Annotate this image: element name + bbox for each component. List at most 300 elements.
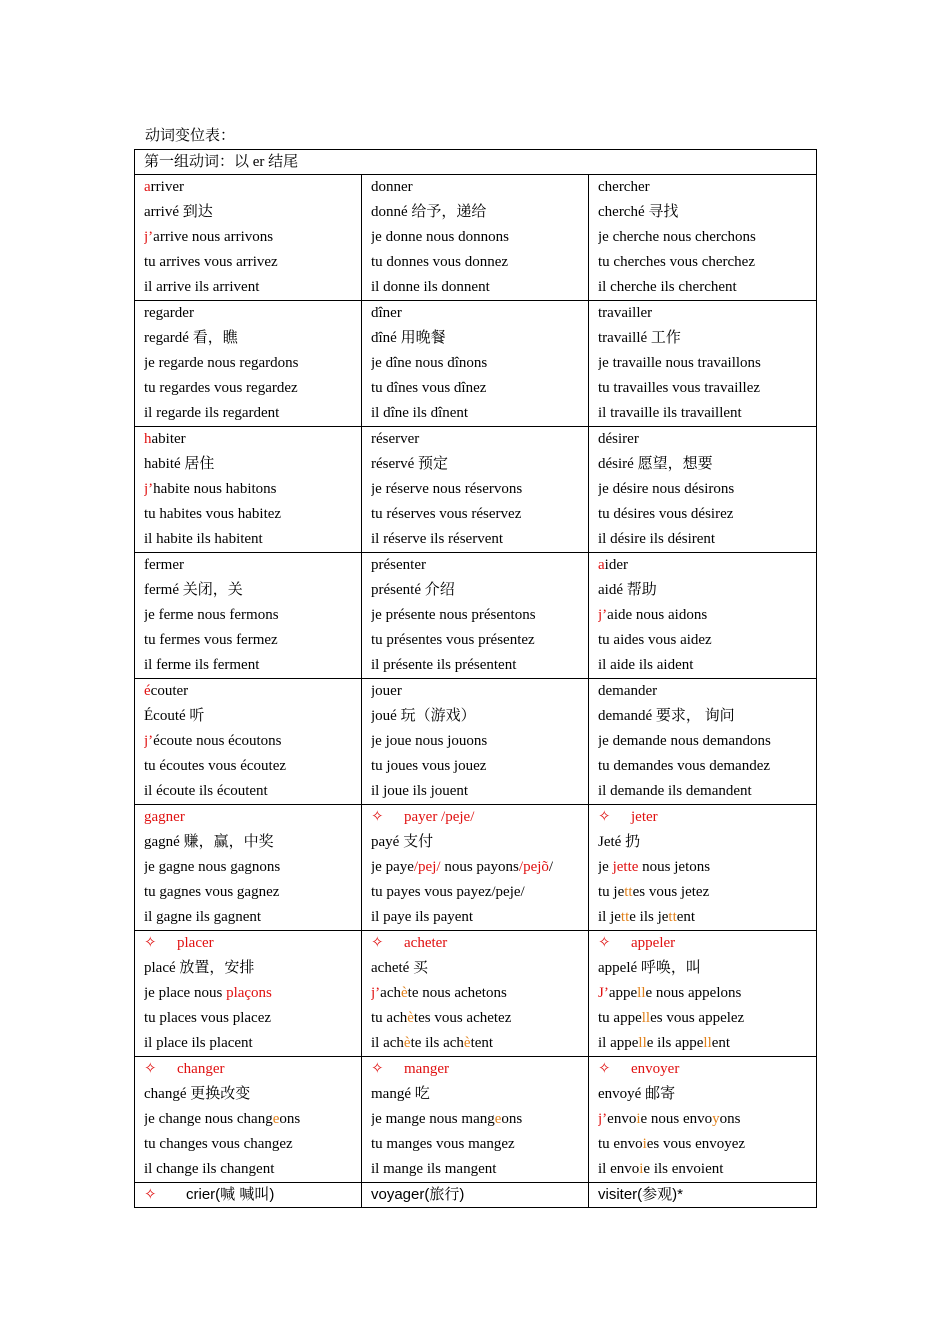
text-segment: chercher (598, 179, 650, 195)
verb-cell (589, 679, 817, 805)
star-icon: ✧ (144, 1187, 157, 1203)
star-icon: ✧ (144, 1061, 157, 1077)
conjugation-line (371, 527, 588, 552)
text-segment: il joue ils jouent (371, 783, 469, 799)
text-segment: je regarde nous regardons (144, 355, 299, 371)
text-segment: fermé 关闭，关 (144, 582, 243, 598)
verb-infinitive (144, 553, 361, 578)
conjugation-line (371, 1157, 588, 1182)
verb-row (135, 553, 817, 679)
text-segment: ons (719, 1111, 741, 1127)
conjugation-line (144, 1132, 361, 1157)
conjugation-line (598, 880, 816, 905)
verb-participle (598, 830, 816, 855)
text-segment: ll (638, 1035, 647, 1051)
verb-participle (144, 200, 361, 225)
conjugation-line (598, 1157, 816, 1182)
conjugation-line (144, 225, 361, 250)
verb-cell (135, 931, 362, 1057)
verb-cell (135, 175, 362, 301)
verb-cell (589, 175, 817, 301)
text-segment: i (636, 1111, 641, 1127)
text-segment: tu gagnes vous gagnez (144, 884, 280, 900)
verb-infinitive (371, 553, 588, 578)
text-segment: je paye (371, 859, 414, 875)
conjugation-line (144, 275, 361, 300)
verb-infinitive (598, 175, 816, 200)
text-segment: placer (177, 935, 214, 951)
extra-verb-label: voyager(旅行) (371, 1186, 465, 1203)
text-segment: te nous achetons (407, 985, 507, 1001)
text-segment: è (403, 1035, 411, 1051)
conjugation-line (144, 1031, 361, 1056)
text-segment: couter (150, 683, 189, 699)
text-segment: ider (604, 557, 628, 573)
text-segment: je désire nous désirons (598, 481, 735, 497)
text-segment: e nous appelons (645, 985, 742, 1001)
text-segment: je présente nous présentons (371, 607, 536, 623)
verb-cell (589, 931, 817, 1057)
verb-infinitive (371, 175, 588, 200)
text-segment: présenté 介绍 (371, 582, 455, 598)
verb-participle (371, 200, 588, 225)
verb-infinitive (598, 931, 816, 956)
text-segment: tu joues vous jouez (371, 758, 487, 774)
conjugation-line (144, 905, 361, 930)
verb-participle (144, 578, 361, 603)
verb-cell (589, 1057, 817, 1183)
text-segment: je place nous (144, 985, 227, 1001)
verb-infinitive (144, 805, 361, 830)
text-segment: il place ils placent (144, 1035, 253, 1051)
text-segment: payé 支付 (371, 834, 434, 850)
text-segment: arrive nous arrivons (153, 229, 274, 245)
conjugation-line (371, 376, 588, 401)
verb-cell (135, 1057, 362, 1183)
text-segment: tu appe (598, 1010, 642, 1026)
extra-verb-label: crier(喊 喊叫) (186, 1186, 275, 1203)
text-segment: ons (501, 1111, 523, 1127)
verb-conjugation-table (134, 149, 817, 1208)
text-segment: tt (620, 909, 630, 925)
verb-participle (371, 830, 588, 855)
extra-verb-cell (362, 1183, 589, 1208)
text-segment: j’ (598, 607, 608, 623)
text-segment: je dîne nous dînons (371, 355, 488, 371)
conjugation-line (598, 905, 816, 930)
verb-participle (598, 578, 816, 603)
text-segment: y (712, 1111, 720, 1127)
text-segment: tu donnes vous donnez (371, 254, 509, 270)
text-segment: e (494, 1111, 502, 1127)
conjugation-line (144, 1006, 361, 1031)
text-segment: è (463, 1035, 471, 1051)
text-segment: e ils je (629, 909, 669, 925)
group-header: 第一组动词：以 er 结尾 (135, 150, 817, 175)
verb-participle (144, 704, 361, 729)
text-segment: réservé 预定 (371, 456, 449, 472)
conjugation-line (598, 981, 816, 1006)
conjugation-line (371, 250, 588, 275)
text-segment: tu aides vous aidez (598, 632, 712, 648)
text-segment: tu réserves vous réservez (371, 506, 522, 522)
text-segment: demandé 要求， 询问 (598, 708, 735, 724)
text-segment: appeler (631, 935, 676, 951)
text-segment: tu changes vous changez (144, 1136, 293, 1152)
verb-participle (371, 1082, 588, 1107)
text-segment: je gagne nous gagnons (144, 859, 281, 875)
conjugation-line (144, 880, 361, 905)
verb-cell (135, 553, 362, 679)
conjugation-line (598, 628, 816, 653)
text-segment: jette (612, 859, 639, 875)
text-segment: gagné 赚，赢，中奖 (144, 834, 274, 850)
conjugation-line (144, 628, 361, 653)
text-segment: je ferme nous fermons (144, 607, 279, 623)
verb-participle (598, 200, 816, 225)
verb-row (135, 1057, 817, 1183)
text-segment: je change nous chang (144, 1111, 273, 1127)
verb-infinitive (144, 175, 361, 200)
verb-infinitive (598, 679, 816, 704)
text-segment: tu désires vous désirez (598, 506, 734, 522)
star-icon: ✧ (598, 809, 611, 825)
conjugation-line (371, 351, 588, 376)
conjugation-line (598, 477, 816, 502)
conjugation-line (598, 1006, 816, 1031)
conjugation-line (371, 1006, 588, 1031)
text-segment: i (639, 1161, 644, 1177)
text-segment: acheté 买 (371, 960, 429, 976)
text-segment: tu dînes vous dînez (371, 380, 487, 396)
star-icon: ✧ (144, 935, 157, 951)
verb-cell (135, 679, 362, 805)
star-icon: ✧ (598, 1061, 611, 1077)
text-segment: tu arrives vous arrivez (144, 254, 278, 270)
verb-cell (135, 805, 362, 931)
text-segment: je cherche nous cherchons (598, 229, 756, 245)
text-segment: il demande ils demandent (598, 783, 752, 799)
text-segment: i (642, 1136, 647, 1152)
verb-row (135, 679, 817, 805)
text-segment: j’ (144, 481, 154, 497)
conjugation-line (371, 1132, 588, 1157)
text-segment: il paye ils payent (371, 909, 474, 925)
verb-participle (598, 1082, 816, 1107)
text-segment: regarder (144, 305, 194, 321)
text-segment: a (144, 179, 151, 195)
conjugation-line (371, 880, 588, 905)
star-icon: ✧ (598, 935, 611, 951)
text-segment: gagner (144, 809, 185, 825)
text-segment: placé 放置，安排 (144, 960, 255, 976)
conjugation-line (371, 855, 588, 880)
text-segment: tt (624, 884, 633, 900)
text-segment: ll (641, 1010, 651, 1026)
star-icon: ✧ (371, 935, 384, 951)
text-segment: h (144, 431, 152, 447)
text-segment: nous jetons (638, 859, 711, 875)
text-segment: / (548, 859, 554, 875)
conjugation-line (371, 628, 588, 653)
text-segment: /pejõ (518, 859, 549, 875)
text-segment: mangé 吃 (371, 1086, 430, 1102)
text-segment: tu manges vous mangez (371, 1136, 515, 1152)
text-segment: envo (607, 1111, 637, 1127)
conjugation-line (144, 754, 361, 779)
verb-participle (371, 956, 588, 981)
conjugation-line (144, 250, 361, 275)
text-segment: dîner (371, 305, 402, 321)
text-segment: envoyé 邮寄 (598, 1086, 676, 1102)
text-segment: travaillé 工作 (598, 330, 681, 346)
text-segment: acheter (404, 935, 448, 951)
text-segment: regardé 看，瞧 (144, 330, 238, 346)
conjugation-line (144, 981, 361, 1006)
verb-cell (362, 427, 589, 553)
text-segment: ent (676, 909, 696, 925)
text-segment: ent (711, 1035, 731, 1051)
conjugation-line (371, 603, 588, 628)
conjugation-line (598, 527, 816, 552)
conjugation-line (371, 275, 588, 300)
text-segment: je mange nous mang (371, 1111, 495, 1127)
verb-row (135, 301, 817, 427)
conjugation-line (598, 502, 816, 527)
verb-cell (589, 427, 817, 553)
text-segment: appelé 呼唤，叫 (598, 960, 701, 976)
text-segment: donné 给予，递给 (371, 204, 487, 220)
text-segment: je donne nous donnons (371, 229, 509, 245)
text-segment: tu payes vous payez/peje/ (371, 884, 525, 900)
text-segment: je (598, 859, 613, 875)
conjugation-line (598, 779, 816, 804)
verb-participle (598, 956, 816, 981)
verb-infinitive (144, 427, 361, 452)
text-segment: tu regardes vous regardez (144, 380, 298, 396)
conjugation-line (371, 477, 588, 502)
conjugation-line (371, 981, 588, 1006)
text-segment: il habite ils habitent (144, 531, 263, 547)
verb-infinitive (144, 1057, 361, 1082)
verb-infinitive (371, 931, 588, 956)
conjugation-line (144, 1157, 361, 1182)
conjugation-line (598, 351, 816, 376)
conjugation-line (598, 225, 816, 250)
text-segment: il désire ils désirent (598, 531, 716, 547)
text-segment: il travaille ils travaillent (598, 405, 742, 421)
verb-infinitive (598, 427, 816, 452)
verb-cell (362, 175, 589, 301)
text-segment: j’ (598, 1111, 608, 1127)
text-segment: changé 更换改变 (144, 1086, 251, 1102)
text-segment: demander (598, 683, 658, 699)
conjugation-line (371, 502, 588, 527)
text-segment: je joue nous jouons (371, 733, 488, 749)
verb-row (135, 805, 817, 931)
verb-cell (362, 805, 589, 931)
text-segment: ach (380, 985, 401, 1001)
verb-infinitive (371, 1057, 588, 1082)
verb-participle (144, 830, 361, 855)
verb-infinitive (598, 553, 816, 578)
conjugation-line (598, 250, 816, 275)
text-segment: Jeté 扔 (598, 834, 641, 850)
text-segment: J’ (598, 985, 609, 1001)
conjugation-line (144, 1107, 361, 1132)
conjugation-line (144, 376, 361, 401)
conjugation-line (144, 779, 361, 804)
conjugation-line (144, 855, 361, 880)
verb-participle (144, 956, 361, 981)
extra-verb-cell (589, 1183, 817, 1208)
verb-row (135, 427, 817, 553)
verb-row (135, 931, 817, 1057)
verb-cell (362, 931, 589, 1057)
text-segment: écoute nous écoutons (153, 733, 282, 749)
text-segment: es vous appelez (650, 1010, 745, 1026)
verb-row (135, 175, 817, 301)
verb-participle (598, 326, 816, 351)
text-segment: habite nous habitons (153, 481, 277, 497)
conjugation-line (598, 376, 816, 401)
text-segment: tt (668, 909, 677, 925)
text-segment: changer (177, 1061, 225, 1077)
text-segment: il cherche ils cherchent (598, 279, 737, 295)
text-segment: désirer (598, 431, 639, 447)
text-segment: tu ach (371, 1010, 408, 1026)
text-segment: il mange ils mangent (371, 1161, 497, 1177)
verb-cell (362, 1057, 589, 1183)
text-segment: je demande nous demandons (598, 733, 771, 749)
conjugation-line (371, 754, 588, 779)
text-segment: è (407, 1010, 414, 1026)
conjugation-line (598, 754, 816, 779)
text-segment: tu écoutes vous écoutez (144, 758, 287, 774)
text-segment: e nous envo (640, 1111, 713, 1127)
text-segment: dîné 用晚餐 (371, 330, 446, 346)
text-segment: te ils ach (410, 1035, 464, 1051)
text-segment: tent (470, 1035, 494, 1051)
conjugation-line (371, 729, 588, 754)
text-segment: es vous envoyez (646, 1136, 746, 1152)
conjugation-line (371, 779, 588, 804)
text-segment: tu je (598, 884, 625, 900)
text-segment: il aide ils aident (598, 657, 694, 673)
verb-participle (144, 452, 361, 477)
text-segment: tu places vous placez (144, 1010, 272, 1026)
text-segment: il dîne ils dînent (371, 405, 469, 421)
text-segment: il écoute ils écoutent (144, 783, 268, 799)
text-segment: j’ (144, 229, 154, 245)
text-segment: il ach (371, 1035, 404, 1051)
text-segment: e ils appe (646, 1035, 704, 1051)
text-segment: envoyer (631, 1061, 680, 1077)
text-segment: il change ils changent (144, 1161, 275, 1177)
conjugation-line (598, 275, 816, 300)
verb-infinitive (371, 805, 588, 830)
text-segment: e ils envoient (643, 1161, 724, 1177)
verb-participle (371, 452, 588, 477)
verb-participle (598, 452, 816, 477)
text-segment: /pej/ (413, 859, 441, 875)
text-segment: il je (598, 909, 621, 925)
verb-cell (589, 301, 817, 427)
verb-participle (144, 326, 361, 351)
text-segment: tu envo (598, 1136, 643, 1152)
text-segment: nous payons (440, 859, 519, 875)
verb-participle (144, 1082, 361, 1107)
conjugation-line (598, 1132, 816, 1157)
star-icon: ✧ (371, 1061, 384, 1077)
conjugation-line (598, 855, 816, 880)
verb-cell (589, 805, 817, 931)
text-segment: rriver (150, 179, 184, 195)
text-segment: aide nous aidons (607, 607, 708, 623)
text-segment: réserver (371, 431, 420, 447)
conjugation-line (371, 1107, 588, 1132)
text-segment: il gagne ils gagnent (144, 909, 262, 925)
verb-cell (135, 301, 362, 427)
text-segment: manger (404, 1061, 449, 1077)
conjugation-line (598, 1107, 816, 1132)
verb-cell (362, 553, 589, 679)
group-header-row (135, 150, 817, 175)
text-segment: j’ (144, 733, 154, 749)
conjugation-line (598, 603, 816, 628)
conjugation-line (144, 502, 361, 527)
text-segment: aidé 帮助 (598, 582, 657, 598)
conjugation-line (371, 225, 588, 250)
verb-infinitive (371, 679, 588, 704)
verb-participle (371, 326, 588, 351)
verb-participle (371, 704, 588, 729)
text-segment: présenter (371, 557, 426, 573)
conjugation-line (144, 653, 361, 678)
verb-cell (362, 679, 589, 805)
verb-infinitive (144, 301, 361, 326)
verb-infinitive (598, 1057, 816, 1082)
conjugation-line (598, 729, 816, 754)
conjugation-line (598, 401, 816, 426)
text-segment: donner (371, 179, 413, 195)
extra-verbs-row (135, 1183, 817, 1208)
conjugation-line (371, 653, 588, 678)
verb-infinitive (598, 301, 816, 326)
text-segment: cherché 寻找 (598, 204, 679, 220)
text-segment: arrivé 到达 (144, 204, 213, 220)
text-segment: fermer (144, 557, 184, 573)
page-title: 动词变位表： (145, 128, 236, 144)
text-segment: il donne ils donnent (371, 279, 490, 295)
text-segment: il ferme ils ferment (144, 657, 260, 673)
extra-verb-label: visiter(参观)* (598, 1186, 683, 1203)
verb-infinitive (371, 427, 588, 452)
text-segment: es vous jetez (632, 884, 710, 900)
text-segment: é (144, 683, 151, 699)
verb-infinitive (144, 931, 361, 956)
verb-infinitive (371, 301, 588, 326)
text-segment: payer /peje/ (404, 809, 475, 825)
text-segment: jouer (371, 683, 402, 699)
verb-cell (135, 427, 362, 553)
extra-verb-cell (135, 1183, 362, 1208)
star-icon: ✧ (371, 809, 384, 825)
text-segment: désiré 愿望，想要 (598, 456, 713, 472)
text-segment: tu fermes vous fermez (144, 632, 278, 648)
verb-participle (598, 704, 816, 729)
text-segment: j’ (371, 985, 381, 1001)
